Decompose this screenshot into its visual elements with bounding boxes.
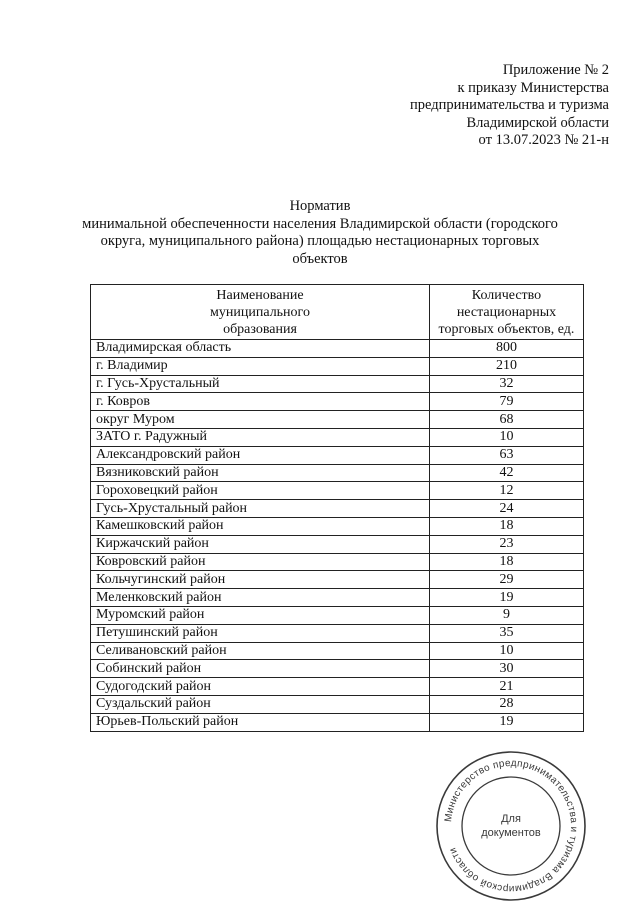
row-name: Камешковский район [91, 517, 430, 535]
table-row [91, 357, 584, 375]
table-row [91, 340, 584, 358]
header-municipality-line: Наименование [216, 287, 304, 303]
row-name: Александровский район [91, 446, 430, 464]
row-name: Юрьев-Польский район [91, 713, 430, 731]
table-row [91, 446, 584, 464]
header-count-line: нестационарных [456, 304, 557, 320]
header-count [430, 285, 584, 340]
table-row [91, 695, 584, 713]
stamp-center-line-1: Для [501, 813, 521, 825]
table-row [91, 678, 584, 696]
header-municipality-line: образования [223, 321, 297, 337]
table-row [91, 571, 584, 589]
row-name: г. Владимир [91, 357, 430, 375]
row-count: 800 [430, 340, 584, 358]
appendix-date-number: от 13.07.2023 № 21-н [478, 132, 609, 148]
row-count: 21 [430, 678, 584, 696]
table-row [91, 482, 584, 500]
header-count-line: торговых объектов, ед. [438, 321, 575, 337]
row-count: 10 [430, 428, 584, 446]
table-header-row [91, 285, 584, 340]
row-name: Киржачский район [91, 535, 430, 553]
table-row [91, 553, 584, 571]
table-row [91, 411, 584, 429]
row-count: 10 [430, 642, 584, 660]
row-name: Судогодский район [91, 678, 430, 696]
row-name: Гороховецкий район [91, 482, 430, 500]
norm-table [90, 284, 584, 732]
table-row [91, 642, 584, 660]
row-name: Ковровский район [91, 553, 430, 571]
stamp-center-line-2: документов [481, 827, 541, 839]
document-title [70, 198, 570, 268]
table-row [91, 500, 584, 518]
stamp-ring-text: Министерство предпринимательства и туризма Владимирской области [443, 757, 580, 895]
svg-text:Министерство предпринимательст [443, 758, 579, 894]
appendix-number: Приложение № 2 [502, 62, 609, 78]
row-name: Гусь-Хрустальный район [91, 500, 430, 518]
row-count: 23 [430, 535, 584, 553]
table-row [91, 393, 584, 411]
row-count: 210 [430, 357, 584, 375]
row-name: Кольчугинский район [91, 571, 430, 589]
row-name: Суздальский район [91, 695, 430, 713]
stamp-outer-circle [437, 752, 585, 900]
row-name: Меленковский район [91, 589, 430, 607]
title-line-4: объектов [292, 250, 348, 267]
row-count: 30 [430, 660, 584, 678]
row-name: округ Муром [91, 411, 430, 429]
row-count: 19 [430, 713, 584, 731]
official-stamp [433, 748, 589, 904]
title-line-3: округа, муниципального района) площадью нестационарных торговых [100, 233, 540, 249]
row-count: 63 [430, 446, 584, 464]
row-count: 32 [430, 375, 584, 393]
row-name: Петушинский район [91, 624, 430, 642]
row-count: 19 [430, 589, 584, 607]
row-count: 18 [430, 517, 584, 535]
row-name: Собинский район [91, 660, 430, 678]
row-name: г. Ковров [91, 393, 430, 411]
row-name: Селивановский район [91, 642, 430, 660]
title-heading: Норматив [289, 198, 351, 214]
table-row [91, 464, 584, 482]
header-municipality-line: муниципального [210, 304, 310, 320]
appendix-region: Владимирской области [466, 114, 609, 131]
header-municipality [91, 285, 430, 340]
table-row [91, 713, 584, 731]
row-count: 9 [430, 606, 584, 624]
row-count: 28 [430, 695, 584, 713]
appendix-order-ref: к приказу Министерства [457, 79, 609, 96]
stamp-inner-circle [462, 777, 560, 875]
header-count-line: Количество [471, 287, 542, 303]
table-row [91, 517, 584, 535]
row-name: ЗАТО г. Радужный [91, 428, 430, 446]
row-count: 79 [430, 393, 584, 411]
row-name: Владимирская область [91, 340, 430, 358]
table-row [91, 535, 584, 553]
appendix-header [410, 62, 609, 150]
table-row [91, 428, 584, 446]
row-count: 18 [430, 553, 584, 571]
row-name: Вязниковский район [91, 464, 430, 482]
appendix-ministry: предпринимательства и туризма [410, 97, 609, 113]
row-count: 12 [430, 482, 584, 500]
table-row [91, 660, 584, 678]
table-row [91, 375, 584, 393]
row-count: 35 [430, 624, 584, 642]
row-count: 68 [430, 411, 584, 429]
title-line-2: минимальной обеспеченности населения Владимирской области (городского [82, 215, 558, 232]
stamp-seal [433, 748, 589, 904]
table-row [91, 624, 584, 642]
row-count: 29 [430, 571, 584, 589]
row-name: г. Гусь-Хрустальный [91, 375, 430, 393]
table-row [91, 589, 584, 607]
row-count: 42 [430, 464, 584, 482]
row-name: Муромский район [91, 606, 430, 624]
table-row [91, 606, 584, 624]
row-count: 24 [430, 500, 584, 518]
